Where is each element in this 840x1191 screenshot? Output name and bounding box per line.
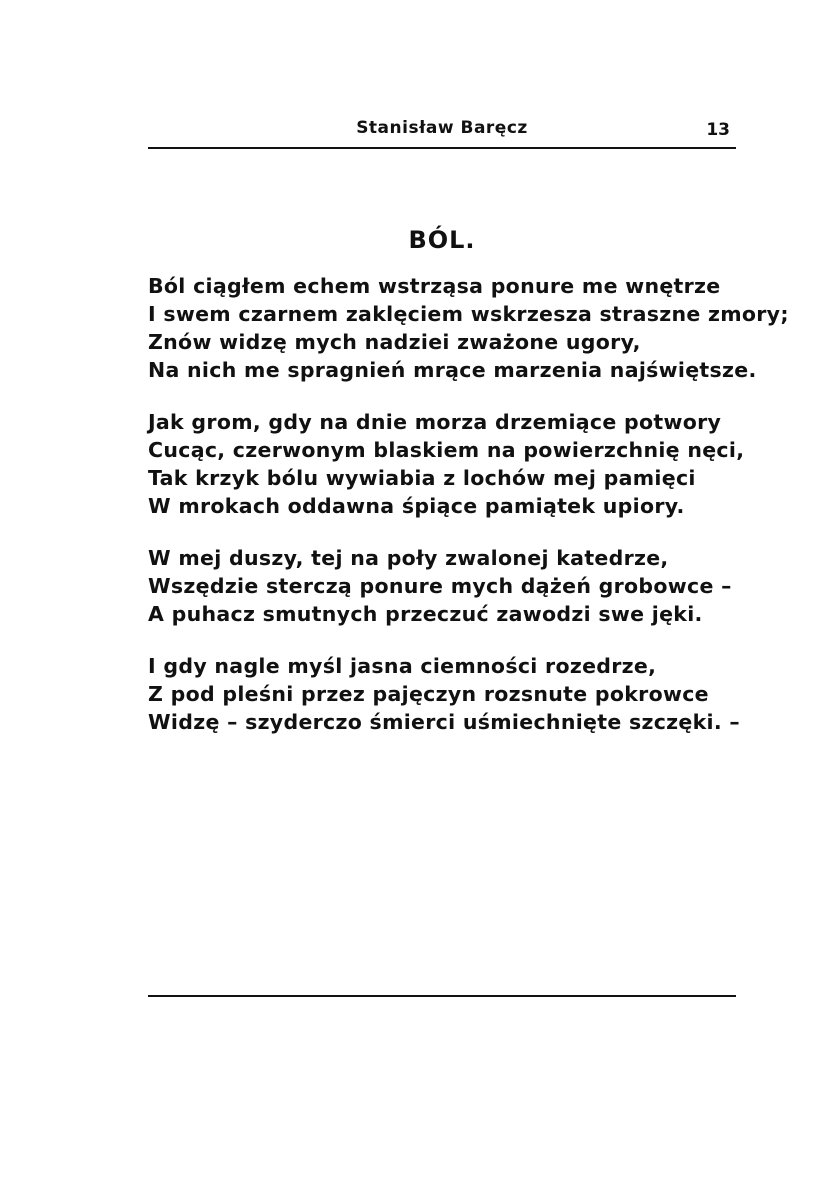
verse-line: Widzę – szyderczo śmierci uśmiechnięte szczęki. – — [148, 710, 740, 734]
verse-line: Tak krzyk bólu wywiabia z lochów mej pamięci — [148, 466, 696, 490]
footer-rule — [148, 995, 736, 997]
poem-title: BÓL. — [408, 226, 476, 254]
verse-line: Znów widzę mych nadziei zważone ugory, — [148, 330, 641, 354]
verse-line: Jak grom, gdy na dnie morza drzemiące potwory — [148, 410, 722, 434]
running-title: Stanisław Baręcz — [356, 118, 528, 138]
stanza-1 — [148, 272, 789, 384]
header-rule — [148, 147, 736, 149]
poem-body — [148, 272, 789, 760]
verse-line: Z pod pleśni przez pajęczyn rozsnute pokrowce — [148, 682, 709, 706]
verse-line: W mej duszy, tej na poły zwalonej katedrze, — [148, 546, 669, 570]
verse-line: Wszędzie sterczą ponure mych dążeń grobowce – — [148, 574, 732, 598]
stanza-4 — [148, 652, 748, 736]
verse-line: Ból ciągłem echem wstrząsa ponure me wnętrze — [148, 274, 721, 298]
verse-line: Na nich me spragnień mrące marzenia najświętsze. — [148, 358, 757, 382]
verse-line: A puhacz smutnych przeczuć zawodzi swe jęki. — [148, 602, 703, 626]
verse-line: Cucąc, czerwonym blaskiem na powierzchnię nęci, — [148, 438, 745, 462]
stanza-3 — [148, 544, 748, 628]
verse-line: I swem czarnem zaklęciem wskrzesza straszne zmory; — [148, 302, 789, 326]
page-number: 13 — [706, 120, 730, 140]
verse-line: I gdy nagle myśl jasna ciemności rozedrze, — [148, 654, 657, 678]
verse-line: W mrokach oddawna śpiące pamiątek upiory. — [148, 494, 685, 518]
stanza-2 — [148, 408, 748, 520]
running-header — [148, 118, 736, 150]
